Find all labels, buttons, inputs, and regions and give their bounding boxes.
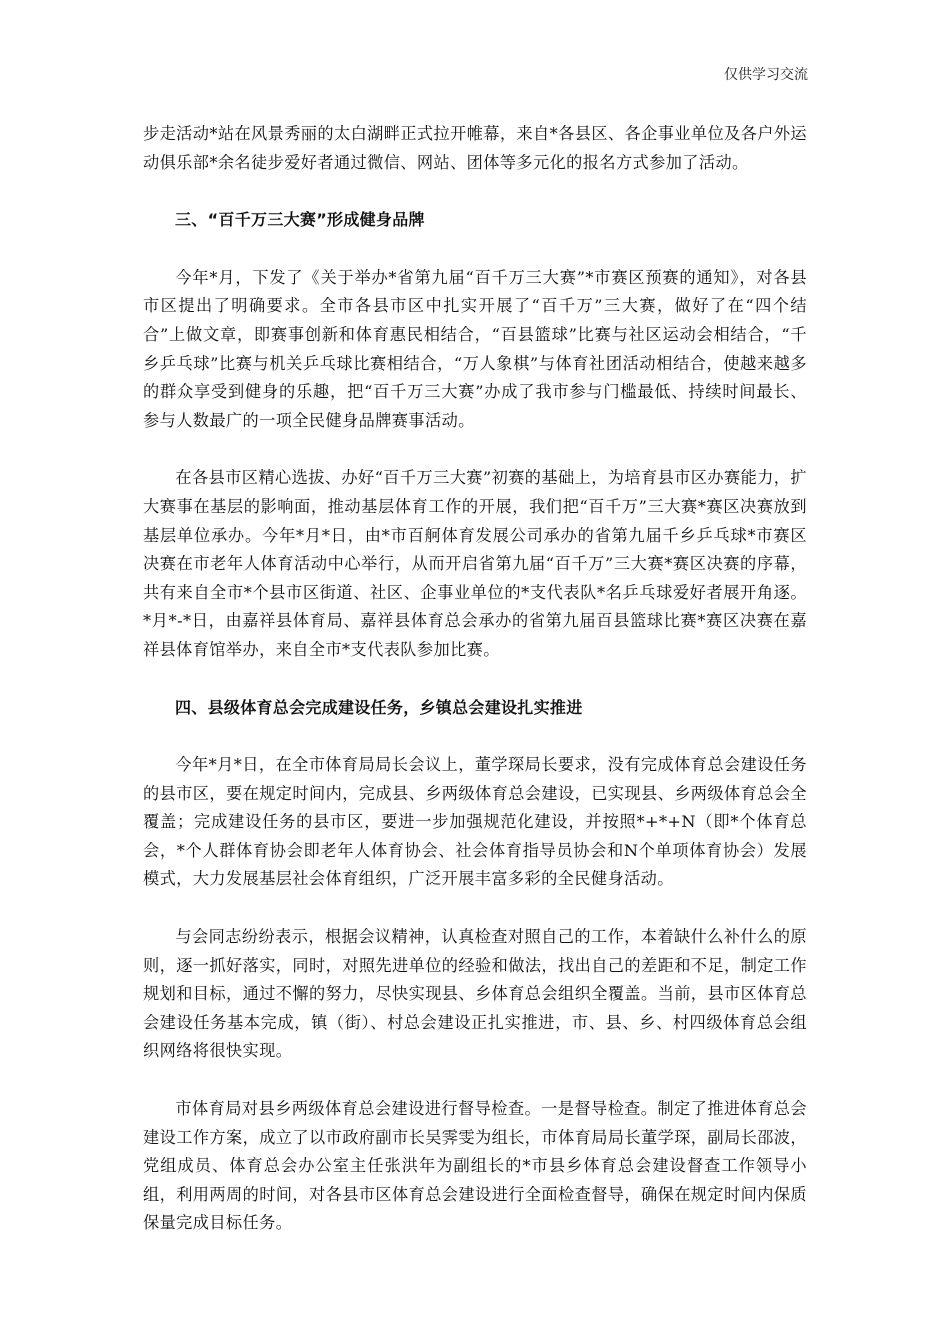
paragraph: 与会同志纷纷表示，根据会议精神，认真检查对照自己的工作，本着缺什么补什么的原则，逐一抓好落实，同时，对照先进单位的经验和做法，找出自己的差距和不足，制定工作规划和目标，通过不懈的努力，尽快实现县、乡体育总会组织全覆盖。当前，县市区体育总会建设任务基本完成，镇（街）、村总会建设正扎实推进，市、县、乡、村四级体育总会组织网络将很快实现。 xyxy=(143,927,807,1061)
paragraph: 今年*月*日，在全市体育局局长会议上，董学琛局长要求，没有完成体育总会建设任务的县市区，要在规定时间内，完成县、乡两级体育总会建设，已实现县、乡两级体育总会全覆盖；完成建设任务的县市区，要进一步加强规范化建设，并按照*+*+N（即*个体育总会，*个人群体育协会即老年人体育协会、社会体育指导员协会和N个单项体育协会）发展模式，大力发展基层社会体育组织，广泛开展丰富多彩的全民健身活动。 xyxy=(143,755,807,889)
paragraph: 今年*月，下发了《关于举办*省第九届“百千万三大赛”*市赛区预赛的通知》，对各县市区提出了明确要求。全市各县市区中扎实开展了“百千万”三大赛，做好了在“四个结合”上做文章，即赛事创新和体育惠民相结合，“百县篮球”比赛与社区运动会相结合，“千乡乒乓球”比赛与机关乒乓球比赛相结合，“万人象棋”与体育社团活动相结合，使越来越多的群众享受到健身的乐趣，把“百千万三大赛”办成了我市参与门槛最低、持续时间最长、参与人数最广的一项全民健身品牌赛事活动。 xyxy=(143,267,807,430)
section-heading-3: 三、“百千万三大赛”形成健身品牌 xyxy=(175,210,425,230)
paragraph: 市体育局对县乡两级体育总会建设进行督导检查。一是督导检查。制定了推进体育总会建设工作方案，成立了以市政府副市长吴霁雯为组长，市体育局局长董学琛，副局长邵波，党组成员、体育总会办公室主任张洪年为副组长的*市县乡体育总会建设督查工作领导小组，利用两周的时间，对各县市区体育总会建设进行全面检查督导，确保在规定时间内保质保量完成目标任务。 xyxy=(143,1099,807,1233)
header-note: 仅供学习交流 xyxy=(724,67,808,83)
paragraph-continued: 步走活动*站在风景秀丽的太白湖畔正式拉开帷幕，来自*各县区、各企事业单位及各户外运动俱乐部*余名徒步爱好者通过微信、网站、团体等多元化的报名方式参加了活动。 xyxy=(143,124,807,172)
document-body xyxy=(143,120,807,1238)
section-heading-4: 四、县级体育总会完成建设任务，乡镇总会建设扎实推进 xyxy=(175,697,583,717)
paragraph: 在各县市区精心选拔、办好“百千万三大赛”初赛的基础上，为培育县市区办赛能力，扩大赛事在基层的影响面，推动基层体育工作的开展，我们把“百千万”三大赛*赛区决赛放到基层单位承办。今年*月*日，由*市百舸体育发展公司承办的省第九届千乡乒乓球*市赛区决赛在市老年人体育活动中心举行，从而开启省第九届“百千万”三大赛*赛区决赛的序幕，共有来自全市*个县市区街道、社区、企事业单位的*支代表队*名乒乓球爱好者展开角逐。*月*-*日，由嘉祥县体育局、嘉祥县体育总会承办的省第九届百县篮球比赛*赛区决赛在嘉祥县体育馆举办，来自全市*支代表队参加比赛。 xyxy=(143,468,807,659)
